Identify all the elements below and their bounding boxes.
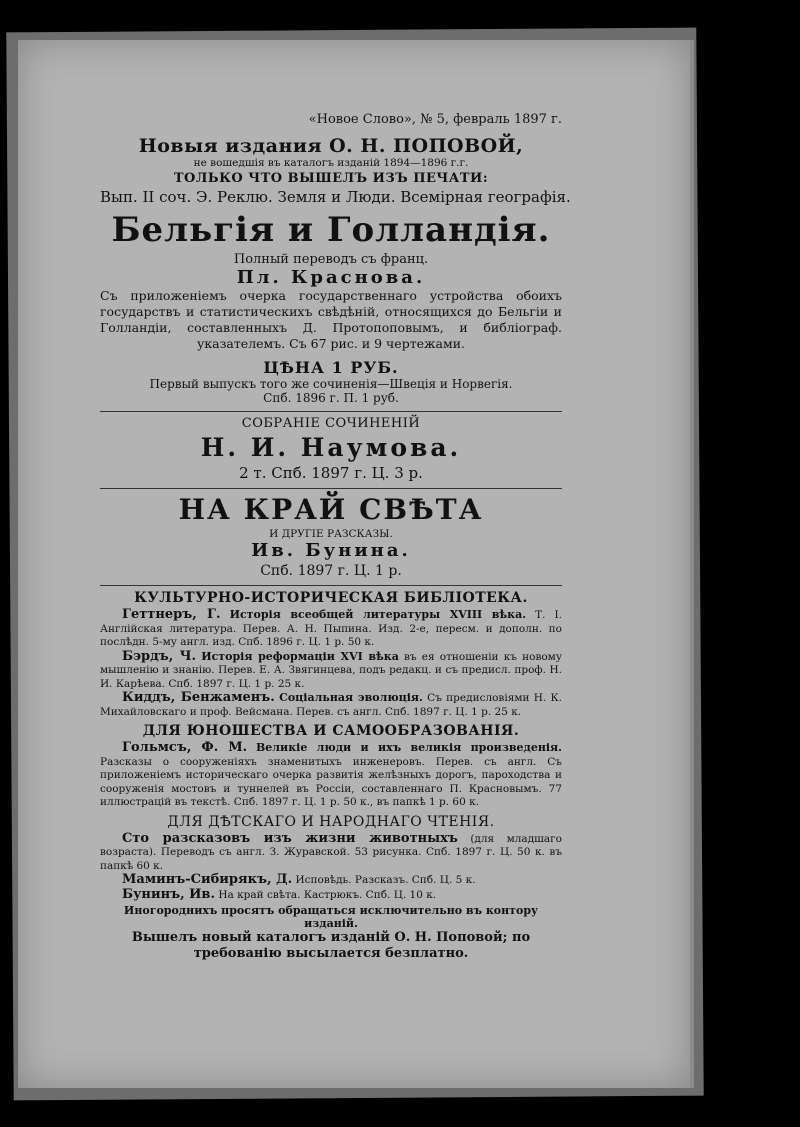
entry-author: Киддъ, Бенжаменъ. xyxy=(122,690,275,705)
bunin-info: Спб. 1897 г. Ц. 1 р. xyxy=(260,563,402,579)
divider xyxy=(100,488,562,489)
catalog-entry xyxy=(100,691,562,719)
entry-text: въ ея отношеніи къ новому мышленію и знанію. Перев. Е. А. Звягинцева, подъ редакц. и съ предисл. проф. Н. И. Карѣева. Спб. 1897 г. Ц. 1 р. 25 к. xyxy=(100,650,563,690)
entry-text: Исповѣдь. Разсказъ. Спб. Ц. 5 к. xyxy=(295,874,476,886)
entry-author: Сто разсказовъ изъ жизни животныхъ xyxy=(122,830,458,846)
children-heading: ДЛЯ ДѢТСКАГО И НАРОДНАГО ЧТЕНІЯ. xyxy=(167,813,495,830)
entry-work: Соціальная эволюція. xyxy=(279,691,423,704)
youth-heading: ДЛЯ ЮНОШЕСТВА И САМООБРАЗОВАНІЯ. xyxy=(142,723,520,739)
publisher-title: Новыя издания О. Н. ПОПОВОЙ, xyxy=(138,135,524,157)
catalog-entry xyxy=(100,888,562,903)
bunin-title: НА КРАЙ СВѢТА xyxy=(178,493,484,526)
entry-work: Великіе люди и ихъ великія произведенія. xyxy=(256,741,563,754)
entry-author: Геттнеръ, Г. xyxy=(122,607,221,622)
footer-notice: Иногороднихъ просятъ обращаться исключительно въ контору изданій. xyxy=(123,904,539,930)
catalog-entry xyxy=(100,832,562,874)
entry-text: Т. I. Англійская литература. Перев. А. Н. Пыпина. Изд. 2-е, пересм. и дополн. по послѣдн. 5-му англ. изд. Спб. 1896 г. Ц. 1 р. 50 к. xyxy=(100,609,563,648)
reclus-translation: Полный переводъ съ франц. xyxy=(233,252,429,267)
youth-list xyxy=(100,741,562,810)
divider xyxy=(100,585,562,586)
advertisement-page xyxy=(100,112,571,962)
library-list xyxy=(100,608,562,719)
entry-author: Бэрдъ, Ч. xyxy=(122,648,197,664)
reclus-title: Бельгія и Голландія. xyxy=(111,210,551,250)
reclus-first-issue-info: Спб. 1896 г. П. 1 руб. xyxy=(263,391,399,405)
entry-text: (для младшаго возраста). Переводъ съ англ. З. Журавской. 53 рисунка. Спб. 1897 г. Ц. 50 к. въ папкѣ 60 к. xyxy=(100,832,562,872)
footer-catalog: Вышелъ новый каталогъ изданій О. Н. Поповой; по требованію высылается безплатно. xyxy=(131,930,531,961)
bunin-subtitle: И ДРУГІЕ РАЗСКАЗЫ. xyxy=(269,528,393,540)
reclus-first-issue: Первый выпускъ того же сочиненія—Швеція и Норвегія. xyxy=(149,377,513,391)
entry-text: На край свѣта. Кастрюкъ. Спб. Ц. 10 к. xyxy=(218,888,437,901)
naumov-info: 2 т. Спб. 1897 г. Ц. 3 р. xyxy=(239,464,423,482)
naumov-collected: СОБРАНІЕ СОЧИНЕНІЙ xyxy=(241,416,421,431)
reclus-translator: Пл. Краснова. xyxy=(236,267,426,288)
catalog-entry xyxy=(100,741,562,810)
catalog-entry xyxy=(100,608,562,650)
entry-text: Разсказы о сооруженіяхъ знаменитыхъ инженеровъ. Перев. съ англ. Съ приложеніемъ историческаго очерка развитія желѣзныхъ дорогъ, пароходства и сооруженія мостовъ и туннелей въ Россіи, составленнаго П. Красновымъ. 77 иллюстрацій въ текстѣ. Спб. 1897 г. Ц. 1 р. 50 к., въ папкѣ 1 р. 60 к. xyxy=(100,755,562,808)
naumov-name: Н. И. Наумова. xyxy=(200,433,462,462)
entry-work: Исторія реформаціи XVI вѣка xyxy=(201,649,399,663)
entry-text: Съ предисловіями Н. К. Михайловскаго и проф. Вейсмана. Перев. съ англ. Спб. 1897 г. Ц. 1 р. 25 к. xyxy=(100,692,563,718)
library-heading: КУЛЬТУРНО-ИСТОРИЧЕСКАЯ БИБЛІОТЕКА. xyxy=(134,590,528,606)
catalog-entry xyxy=(100,650,562,692)
catalog-entry xyxy=(100,873,562,888)
reclus-description: Съ приложеніемъ очерка государственнаго устройства обоихъ государствъ и статистическихъ свѣдѣній, относящихся до Бельгіи и Голландіи, составленныхъ Д. Протопоповымъ, и библіограф. указателемъ. Съ 67 рис. и 9 чертежами. xyxy=(100,288,562,351)
reclus-price: ЦѢНА 1 РУБ. xyxy=(263,358,399,377)
divider xyxy=(100,411,562,412)
entry-work: Исторія всеобщей литературы XVIII вѣка. xyxy=(229,608,527,621)
entry-author: Маминъ-Сибирякъ, Д. xyxy=(122,872,293,887)
children-list xyxy=(100,832,562,903)
entry-author: Бунинъ, Ив. xyxy=(122,886,215,902)
just-published: ТОЛЬКО ЧТО ВЫШЕЛЪ ИЗЪ ПЕЧАТИ: xyxy=(173,171,489,186)
journal-line: «Новое Слово», № 5, февраль 1897 г. xyxy=(308,112,562,127)
publisher-note: не вошедшія въ каталогъ изданій 1894—1896 г.г. xyxy=(193,157,469,169)
reclus-issue-line: Вып. II соч. Э. Реклю. Земля и Люди. Всемірная географія. xyxy=(100,188,571,206)
bunin-author: Ив. Бунина. xyxy=(251,540,411,561)
entry-author: Гольмсъ, Ф. М. xyxy=(122,740,248,755)
